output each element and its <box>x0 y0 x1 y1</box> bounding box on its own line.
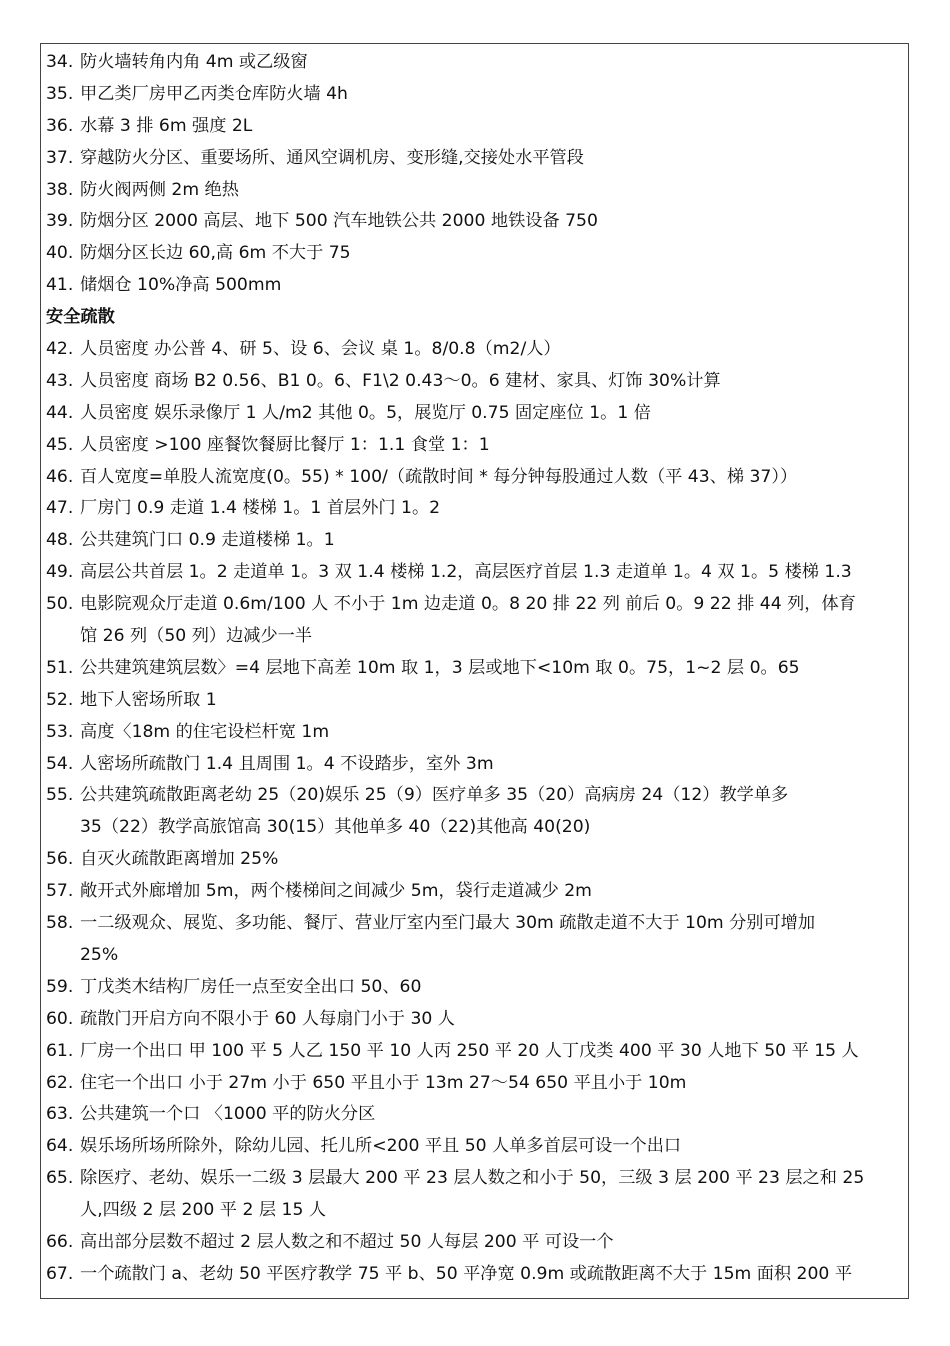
item-number: 46. <box>46 466 74 487</box>
list-item <box>46 844 906 876</box>
item-number: 49. <box>46 562 74 583</box>
item-continuation: 馆 26 列（50 列）边减少一半 <box>80 626 313 647</box>
item-number: 50. <box>46 594 74 615</box>
item-text: 高出部分层数不超过 2 层人数之和不超过 50 人每层 200 平 可设一个 <box>80 1231 614 1252</box>
list-item <box>46 143 906 175</box>
item-number: 57. <box>46 881 74 902</box>
item-number: 61. <box>46 1040 74 1061</box>
item-text: 水幕 3 排 6m 强度 2L <box>80 115 253 136</box>
list-item <box>46 685 906 717</box>
item-number: 62. <box>46 1072 74 1093</box>
item-text: 人员密度 娱乐录像厅 1 人/m2 其他 0。5，展览厅 0.75 固定座位 1。1 倍 <box>80 402 651 423</box>
item-text: 人员密度 办公普 4、研 5、设 6、会议 桌 1。8/0.8（m2/人） <box>80 339 561 360</box>
item-text: 防烟分区 2000 高层、地下 500 汽车地铁公共 2000 地铁设备 750 <box>80 211 598 232</box>
list-item <box>46 493 906 525</box>
item-text: 高度〈18m 的住宅设栏杆宽 1m <box>80 721 330 742</box>
item-text: 一个疏散门 a、老幼 50 平医疗教学 75 平 b、50 平净宽 0.9m 或疏散距离不大于 15m 面积 200 平 <box>80 1263 853 1284</box>
list-item <box>46 972 906 1004</box>
item-number: 59. <box>46 976 74 997</box>
item-text: 除医疗、老幼、娱乐一二级 3 层最大 200 平 23 层人数之和小于 50，三级 3 层 200 平 23 层之和 25 <box>80 1168 865 1189</box>
list-item <box>46 1131 906 1163</box>
item-text: 敞开式外廊增加 5m，两个楼梯间之间减少 5m，袋行走道减少 2m <box>80 881 592 902</box>
item-number: 56. <box>46 849 74 870</box>
list-item <box>46 525 906 557</box>
item-number: 43. <box>46 370 74 391</box>
item-number: 40. <box>46 243 74 264</box>
list-item <box>46 589 906 621</box>
list-item <box>46 462 906 494</box>
item-number: 35. <box>46 83 74 104</box>
item-text: 穿越防火分区、重要场所、通风空调机房、变形缝,交接处水平管段 <box>80 147 584 168</box>
item-number: 67. <box>46 1263 74 1284</box>
item-continuation: 35（22）教学高旅馆高 30(15）其他单多 40（22)其他高 40(20) <box>80 817 591 838</box>
item-number: 54. <box>46 753 74 774</box>
item-text: 丁戊类木结构厂房任一点至安全出口 50、60 <box>80 976 422 997</box>
item-text: 住宅一个出口 小于 27m 小于 650 平且小于 13m 27～54 650 平且小于 10m <box>80 1072 687 1093</box>
item-number: 63. <box>46 1104 74 1125</box>
item-text: 甲乙类厂房甲乙丙类仓库防火墙 4h <box>80 83 348 104</box>
item-number: 39. <box>46 211 74 232</box>
item-number: 44. <box>46 402 74 423</box>
list-item <box>46 270 906 302</box>
item-text: 公共建筑疏散距离老幼 25（20)娱乐 25（9）医疗单多 35（20）高病房 24（12）教学单多 <box>80 785 789 806</box>
item-number: 55. <box>46 785 74 806</box>
item-number: 64. <box>46 1136 74 1157</box>
list-item <box>46 717 906 749</box>
item-number: 34. <box>46 52 74 72</box>
item-number: 52. <box>46 689 74 710</box>
item-number: 36. <box>46 115 74 136</box>
item-text: 防烟分区长边 60,高 6m 不大于 75 <box>80 243 351 264</box>
list-item <box>46 1036 906 1068</box>
item-text: 防火墙转角内角 4m 或乙级窗 <box>80 52 308 72</box>
list-item <box>46 430 906 462</box>
item-number: 38. <box>46 179 74 200</box>
item-number: 47. <box>46 498 74 519</box>
item-text: 电影院观众厅走道 0.6m/100 人 不小于 1m 边走道 0。8 20 排 22 列 前后 0。9 22 排 44 列，体育 <box>80 594 856 615</box>
list-item <box>46 908 906 940</box>
item-number: 41. <box>46 275 74 296</box>
item-text: 一二级观众、展览、多功能、餐厅、营业厅室内至门最大 30m 疏散走道不大于 10m 分别可增加 <box>80 913 816 934</box>
item-text: 百人宽度=单股人流宽度(0。55) * 100/（疏散时间 * 每分钟每股通过人数（平 43、梯 37）） <box>80 466 798 487</box>
item-text: 地下人密场所取 1 <box>80 689 217 710</box>
list-item <box>46 47 906 79</box>
section-heading: 安全疏散 <box>46 307 115 328</box>
list-item <box>46 653 906 685</box>
list-item <box>46 1163 906 1195</box>
item-text: 人员密度 商场 B2 0.56、B1 0。6、F1\2 0.43～0。6 建材、家具、灯饰 30%计算 <box>80 370 721 391</box>
list-item <box>46 206 906 238</box>
item-number: 37. <box>46 147 74 168</box>
list-item <box>46 1227 906 1259</box>
list-item <box>46 366 906 398</box>
list-item <box>46 1259 906 1291</box>
list-item <box>46 1068 906 1100</box>
item-text: 厂房门 0.9 走道 1.4 楼梯 1。1 首层外门 1。2 <box>80 498 441 519</box>
item-text: 公共建筑门口 0.9 走道楼梯 1。1 <box>80 530 335 551</box>
list-item <box>46 111 906 143</box>
document-body <box>46 47 906 1291</box>
item-continuation: 25% <box>80 944 119 965</box>
item-text: 疏散门开启方向不限小于 60 人每扇门小于 30 人 <box>80 1008 455 1029</box>
list-item <box>46 876 906 908</box>
item-text: 防火阀两侧 2m 绝热 <box>80 179 239 200</box>
list-item <box>46 79 906 111</box>
item-number: 66. <box>46 1231 74 1252</box>
item-text: 自灭火疏散距离增加 25% <box>80 849 279 870</box>
list-item <box>46 1099 906 1131</box>
item-number: 58. <box>46 913 74 934</box>
item-number: 53. <box>46 721 74 742</box>
list-item <box>46 398 906 430</box>
list-item <box>46 175 906 207</box>
item-number: 60. <box>46 1008 74 1029</box>
item-text: 公共建筑建筑层数〉=4 层地下高差 10m 取 1，3 层或地下<10m 取 0。75，1~2 层 0。65 <box>80 657 800 678</box>
list-item <box>46 780 906 812</box>
item-text: 高层公共首层 1。2 走道单 1。3 双 1.4 楼梯 1.2，高层医疗首层 1.3 走道单 1。4 双 1。5 楼梯 1.3 <box>80 562 852 583</box>
list-item <box>46 334 906 366</box>
item-text: 人员密度 >100 座餐饮餐厨比餐厅 1：1.1 食堂 1：1 <box>80 434 490 455</box>
item-number: 65. <box>46 1168 74 1189</box>
item-number: 48. <box>46 530 74 551</box>
item-number: 51. <box>46 657 74 678</box>
item-text: 公共建筑一个口 〈1000 平的防火分区 <box>80 1104 376 1125</box>
item-number: 45. <box>46 434 74 455</box>
list-item <box>46 238 906 270</box>
item-text: 厂房一个出口 甲 100 平 5 人乙 150 平 10 人丙 250 平 20 人丁戊类 400 平 30 人地下 50 平 15 人 <box>80 1040 859 1061</box>
item-text: 娱乐场所场所除外，除幼儿园、托儿所<200 平且 50 人单多首层可设一个出口 <box>80 1136 682 1157</box>
list-item <box>46 1004 906 1036</box>
list-item <box>46 557 906 589</box>
list-item <box>46 749 906 781</box>
item-text: 储烟仓 10%净高 500mm <box>80 275 282 296</box>
item-continuation: 人,四级 2 层 200 平 2 层 15 人 <box>80 1200 327 1221</box>
item-number: 42. <box>46 339 74 360</box>
item-text: 人密场所疏散门 1.4 且周围 1。4 不设踏步，室外 3m <box>80 753 494 774</box>
